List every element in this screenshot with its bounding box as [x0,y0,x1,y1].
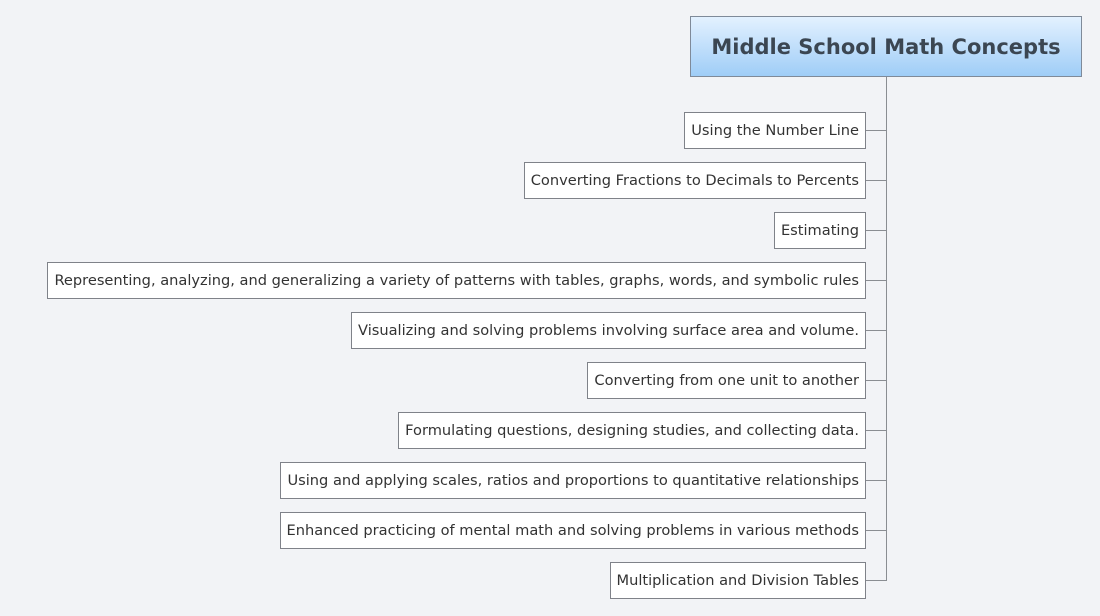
topic-node[interactable]: Estimating [774,212,866,249]
connector [866,180,886,181]
topic-node[interactable]: Using and applying scales, ratios and proportions to quantitative relationships [280,462,866,499]
trunk-connector [886,77,887,581]
connector [866,230,886,231]
connector [866,530,886,531]
connector [866,430,886,431]
connector [866,330,886,331]
connector [866,130,886,131]
topic-node[interactable]: Visualizing and solving problems involving surface area and volume. [351,312,866,349]
topic-node[interactable]: Converting from one unit to another [587,362,866,399]
connector [866,580,886,581]
connector [866,480,886,481]
topic-node[interactable]: Using the Number Line [684,112,866,149]
topic-node[interactable]: Multiplication and Division Tables [610,562,867,599]
connector [866,380,886,381]
topic-node[interactable]: Representing, analyzing, and generalizing a variety of patterns with tables, graphs, words, and symbolic rules [47,262,866,299]
topic-node[interactable]: Formulating questions, designing studies, and collecting data. [398,412,866,449]
root-topic[interactable]: Middle School Math Concepts [690,16,1082,77]
connector [866,280,886,281]
topic-node[interactable]: Converting Fractions to Decimals to Percents [524,162,866,199]
topic-node[interactable]: Enhanced practicing of mental math and solving problems in various methods [280,512,866,549]
